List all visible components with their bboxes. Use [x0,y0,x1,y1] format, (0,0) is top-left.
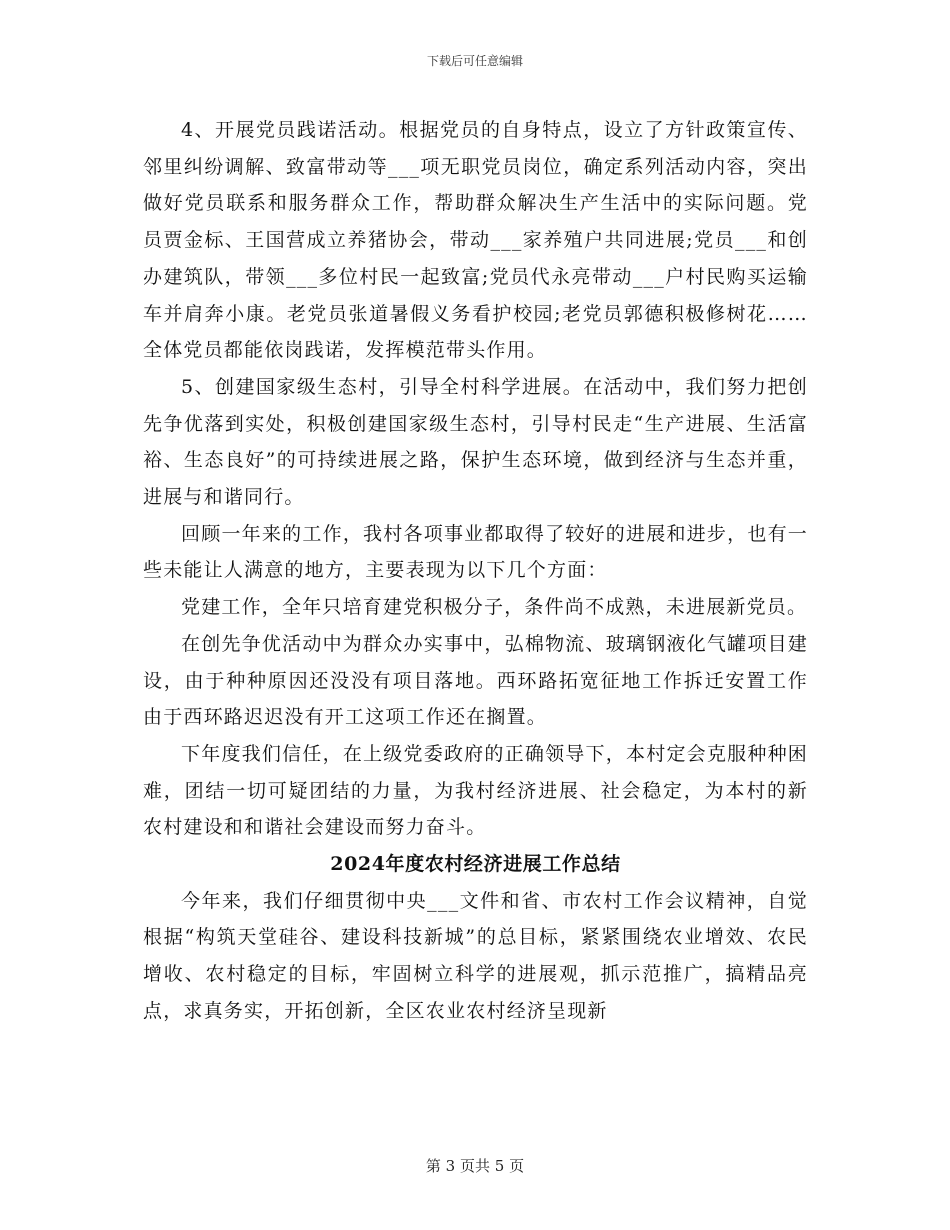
paragraph-projects: 在创先争优活动中为群众办实事中，弘棉物流、玻璃钢液化气罐项目建设，由于种种原因还没没有项目落地。西环路拓宽征地工作拆迁安置工作由于西环路迟迟没有开工这项工作还在搁置。 [143,632,808,729]
paragraph-party-pledge: 4、开展党员践诺活动。根据党员的自身特点，设立了方针政策宣传、邻里纠纷调解、致富带动等___项无职党员岗位，确定系列活动内容，突出做好党员联系和服务群众工作，帮助群众解决生产生活中的实际问题。党员贾金标、王国营成立养猪协会，带动___家养殖户共同进展;党员___和创办建筑队，带领___多位村民一起致富;党员代永亮带动___户村民购买运输车并肩奔小康。老党员张道暑假义务看护校园;老党员郭德积极修树花……全体党员都能依岗践诺，发挥模范带头作用。 [143,119,808,362]
paragraph-eco-village: 5、创建国家级生态村，引导全村科学进展。在活动中，我们努力把创先争优落到实处，积极创建国家级生态村，引导村民走“生产进展、生活富裕、生态良好”的可持续进展之路，保护生态环境，做到经济与生态并重，进展与和谐同行。 [143,375,808,509]
paragraph-outlook: 下年度我们信任，在上级党委政府的正确领导下，本村定会克服种种困难，团结一切可疑团结的力量，为我村经济进展、社会稳定，为本村的新农村建设和和谐社会建设而努力奋斗。 [143,742,808,839]
paragraph-section-intro: 今年来，我们仔细贯彻中央___文件和省、市农村工作会议精神，自觉根据“构筑天堂硅谷、建设科技新城”的总目标，紧紧围绕农业增效、农民增收、农村稳定的目标，牢固树立科学的进展观，抓示范推广，搞精品亮点，求真务实，开拓创新，全区农业农村经济呈现新 [143,889,808,1022]
section-title: 2024年度农村经济进展工作总结 [330,853,621,876]
page-header: 下载后可任意编辑 [426,54,523,68]
page-footer: 第 3 页共 5 页 [425,1157,525,1175]
paragraph-party-building: 党建工作，全年只培育建党积极分子，条件尚不成熟，未进展新党员。 [181,596,808,619]
document-body [143,112,808,1030]
paragraph-review: 回顾一年来的工作，我村各项事业都取得了较好的进展和进步，也有一些未能让人满意的地方，主要表现为以下几个方面： [143,522,808,582]
